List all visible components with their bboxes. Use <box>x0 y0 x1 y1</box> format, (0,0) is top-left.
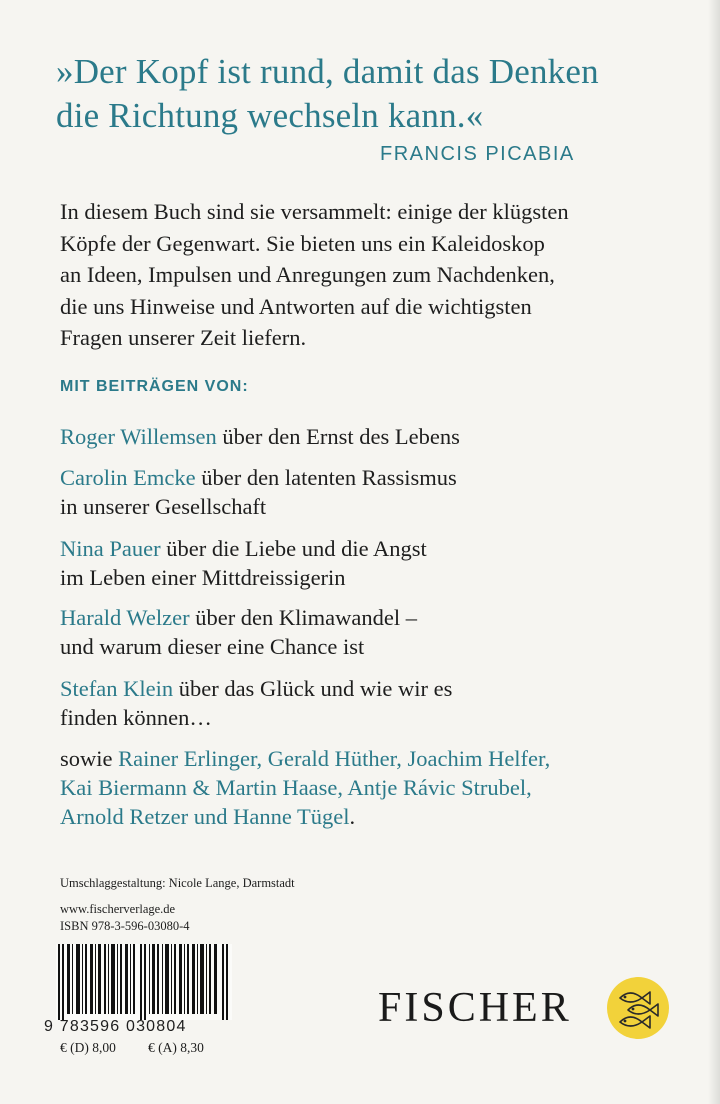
epigraph-quote <box>56 50 676 138</box>
description-line: In diesem Buch sind sie versammelt: einige der klügsten <box>60 199 569 224</box>
publisher-name: FISCHER <box>378 985 572 1031</box>
contribution-item <box>60 603 700 661</box>
contribution-topic-cont: finden können… <box>60 705 212 730</box>
contributor-name: Nina Pauer <box>60 536 161 561</box>
other-contributors-line: Rainer Erlinger, Gerald Hüther, Joachim Helfer, <box>118 746 551 771</box>
description-line: an Ideen, Impulsen und Anregungen zum Nachdenken, <box>60 262 555 287</box>
page-edge-shadow <box>708 0 720 1104</box>
other-contributors-line: Kai Biermann & Martin Haase, Antje Rávic Strubel, <box>60 775 532 800</box>
quote-line-2: die Richtung wechseln kann.« <box>56 96 484 135</box>
other-contributors <box>60 744 700 831</box>
fischer-fish-logo-icon <box>606 976 670 1040</box>
publisher-url: www.fischerverlage.de <box>60 902 176 916</box>
other-contributors-suffix: . <box>349 804 356 829</box>
contribution-item <box>60 534 700 592</box>
contribution-item <box>60 463 700 521</box>
contribution-topic: über den latenten Rassismus <box>195 465 457 490</box>
price-germany: € (D) 8,00 <box>60 1040 116 1055</box>
contributor-name: Harald Welzer <box>60 605 190 630</box>
contribution-topic-cont: und warum dieser eine Chance ist <box>60 634 365 659</box>
contributors-heading: MIT BEITRÄGEN VON: <box>60 378 249 395</box>
other-contributors-line: Arnold Retzer und Hanne Tügel <box>60 804 350 829</box>
other-contributors-prefix: sowie <box>60 746 119 771</box>
book-description <box>60 196 700 354</box>
contribution-topic: über den Ernst des Lebens <box>216 424 460 449</box>
contributor-name: Roger Willemsen <box>60 424 217 449</box>
description-line: Köpfe der Gegenwart. Sie bieten uns ein Kaleidoskop <box>60 230 545 256</box>
cover-design-credit: Umschlaggestaltung: Nicole Lange, Darmstadt <box>60 876 295 890</box>
quote-line-1: »Der Kopf ist rund, damit das Denken <box>56 52 599 91</box>
barcode-icon <box>56 944 232 1020</box>
contribution-item <box>60 674 700 732</box>
contribution-item <box>60 422 700 451</box>
description-line: die uns Hinweise und Antworten auf die wichtigsten <box>60 293 532 319</box>
contribution-topic-cont: im Leben einer Mittdreissigerin <box>60 565 346 590</box>
description-line: Fragen unserer Zeit liefern. <box>60 325 307 350</box>
contribution-topic-cont: in unserer Gesellschaft <box>60 494 267 519</box>
contributor-name: Carolin Emcke <box>60 465 196 490</box>
barcode-digits: 9 783596 030804 <box>44 1018 187 1035</box>
isbn: ISBN 978-3-596-03080-4 <box>60 919 190 933</box>
contribution-topic: über den Klimawandel – <box>189 605 418 630</box>
contribution-topic: über die Liebe und die Angst <box>160 536 427 561</box>
contribution-topic: über das Glück und wie wir es <box>173 676 453 701</box>
quote-author: FRANCIS PICABIA <box>380 143 575 165</box>
contributor-name: Stefan Klein <box>60 676 174 701</box>
price-austria: € (A) 8,30 <box>148 1040 204 1055</box>
